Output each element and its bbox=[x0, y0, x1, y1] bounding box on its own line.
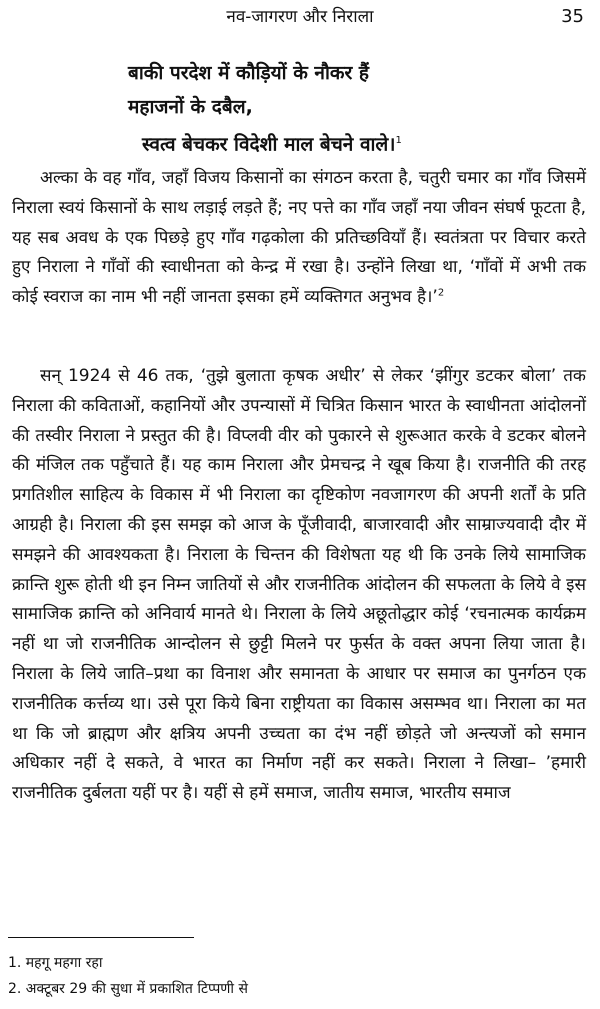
footnote-2: 2. अक्टूबर 29 की सुधा में प्रकाशित टिप्पणी से bbox=[8, 981, 248, 997]
poem-line-2: महाजनों के दबैल, bbox=[128, 96, 253, 118]
paragraph-2-text: सन् 1924 से 46 तक, ‘तुझे बुलाता कृषक अधीर’ से लेकर ‘झींगुर डटकर बोला’ तक निराला की कविताओं, कहानियों और उपन्यासों में चित्रित किसान भारत के स्वाधीनता आंदोलनों की तस्वीर निराला ने प्रस्तुत की है। विप्लवी वीर को पुकारने से शुरूआत करके वे डटकर बोलने की मंजिल तक पहुँचाते हैं। यह काम निराला और प्रेमचन्द्र ने खूब किया है। राजनीति की तरह प्रगतिशील साहित्य के विकास में भी निराला का दृष्टिकोण नवजागरण की अपनी शर्तों के प्रति आग्रही है। निराला की इस समझ को आज के पूँजीवादी, बाजारवादी और साम्राज्यवादी दौर में समझने की आवश्यकता है। निराला के चिन्तन की विशेषता यह थी कि उनके लिये सामाजिक क्रान्ति शुरू होती थी इन निम्न जातियों से और राजनीतिक आंदोलन की सफलता के लिये वे इस सामाजिक क्रान्ति को अनिवार्य मानते थे। निराला के लिये अछूतोद्धार कोई ‘रचनात्मक कार्यक्रम नहीं था जो राजनीतिक आन्दोलन से छुट्टी मिलने पर फुर्सत के वक्त अपना लिया जाता है। निराला के लिये जाति–प्रथा का विनाश और समानता के आधार पर समाज का पुनर्गठन एक राजनीतिक कर्त्तव्य था। उसे पूरा किये बिना राष्ट्रीयता का विकास असम्भव था। निराला का मत था कि जो ब्राह्मण और क्षत्रिय अपनी उच्चता का दंभ नहीं छोड़ते जो अन्त्यजों को समान अधिकार नहीं दे सकते, वे भारत का निर्माण नहीं कर सकते। निराला ने लिखा– ’हमारी राजनीतिक दुर्बलता यहीं पर है। यहीं से हमें समाज, जातीय समाज, भारतीय समाज bbox=[12, 366, 586, 804]
paragraph-1-text: अल्का के वह गाँव, जहाँ विजय किसानों का संगठन करता है, चतुरी चमार का गाँव जिसमें निराला स्वयं किसानों के साथ लड़ाई लड़ते हैं; नए पत्ते का गाँव जहाँ नया जीवन संघर्ष फूटता है, यह सब अवध के एक पिछड़े हुए गाँव गढ़कोला की प्रतिच्छवियाँ हैं। स्वतंत्रता पर विचार करते हुए निराला ने गाँवों की स्वाधीनता को केन्द्र में रखा है। उन्होंने लिखा था, ‘गाँवों में अभी तक कोई स्वराज का नाम भी नहीं जानता इसका हमें व्यक्तिगत अनुभव है।’ bbox=[12, 168, 586, 308]
running-title: नव-जागरण और निराला bbox=[226, 7, 374, 27]
paragraph-1 bbox=[12, 164, 586, 313]
footnote-1: 1. महगू महगा रहा bbox=[8, 955, 103, 971]
footnote-ref: 2 bbox=[437, 287, 445, 299]
poem-line-1: बाकी परदेश में कौड़ियों के नौकर हैं bbox=[128, 62, 369, 84]
running-head bbox=[0, 6, 600, 28]
footnote-ref: 1 bbox=[395, 135, 402, 146]
poem-line-3: स्वत्व बेचकर विदेशी माल बेचने वाले।$^1$ bbox=[142, 133, 402, 156]
page-number: 35 bbox=[561, 6, 584, 27]
footnote-rule bbox=[8, 937, 194, 938]
footnotes bbox=[8, 950, 588, 1002]
paragraph-2 bbox=[12, 362, 586, 809]
